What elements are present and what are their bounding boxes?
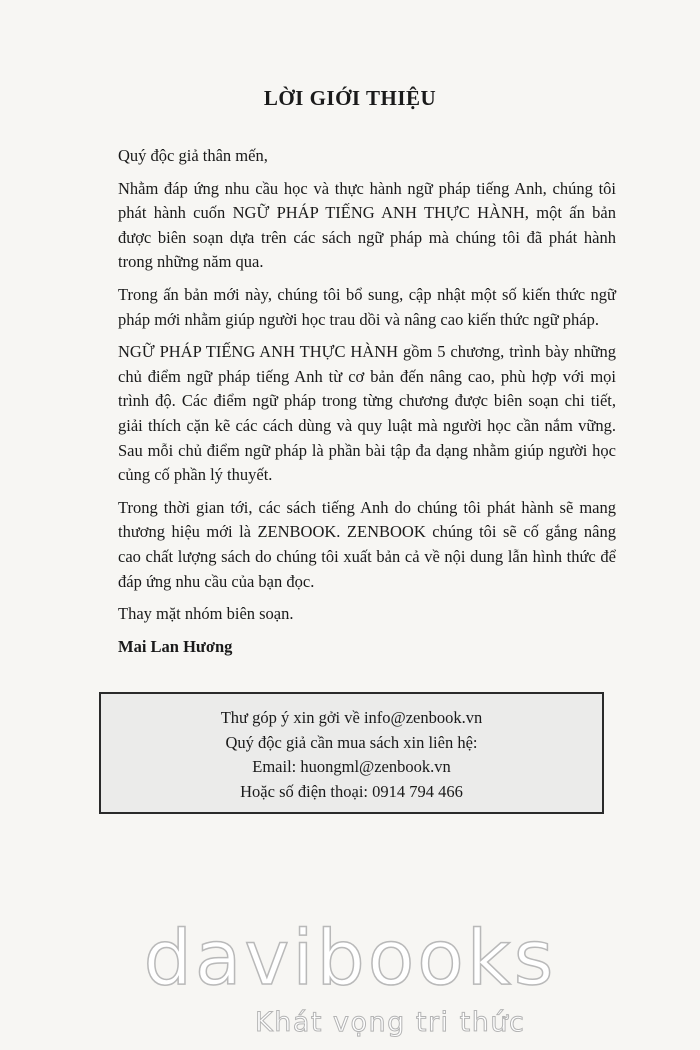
author-signature: Mai Lan Hương (118, 636, 233, 656)
purchase-line: Quý độc giả cần mua sách xin liên hệ: (225, 732, 478, 752)
paragraph-4: Trong thời gian tới, các sách tiếng Anh do chúng tôi phát hành sẽ mang thương hiệu mới là ZENBOOK. ZENBOOK chúng tôi sẽ cố gắng nâng cao chất lượng sách do chúng tôi xuất bản cả về nội dung lẫn hình thức để đáp ứng nhu cầu của bạn đọc. (118, 497, 616, 591)
email-line: Email: huongml@zenbook.vn (252, 757, 451, 776)
salutation: Quý độc giả thân mến, (118, 146, 268, 165)
contact-box (99, 692, 604, 814)
closing-line: Thay mặt nhóm biên soạn. (118, 604, 294, 624)
watermark-brand: davibooks (143, 913, 557, 1002)
watermark-tagline: Khát vọng tri thức (255, 1007, 526, 1038)
phone-line: Hoặc số điện thoại: 0914 794 466 (240, 781, 463, 801)
introduction-body (118, 144, 616, 659)
paragraph-2: Trong ấn bản mới này, chúng tôi bổ sung, cập nhật một số kiến thức ngữ pháp mới nhằm giúp người học trau dồi và nâng cao kiến thức ngữ pháp. (118, 284, 616, 329)
paragraph-1: Nhằm đáp ứng nhu cầu học và thực hành ngữ pháp tiếng Anh, chúng tôi phát hành cuốn NGỮ PHÁP TIẾNG ANH THỰC HÀNH, một ấn bản được biên soạn dựa trên các sách ngữ pháp mà chúng tôi đã phát hành trong những năm qua. (118, 178, 616, 272)
feedback-line: Thư góp ý xin gởi về info@zenbook.vn (220, 708, 483, 727)
page-title: LỜI GIỚI THIỆU (263, 86, 437, 110)
paragraph-3: NGỮ PHÁP TIẾNG ANH THỰC HÀNH gồm 5 chương, trình bày những chủ điểm ngữ pháp tiếng Anh từ cơ bản đến nâng cao, phù hợp với mọi trình độ. Các điểm ngữ pháp trong từng chương được biên soạn chi tiết, giải thích cặn kẽ các cách dùng và quy luật mà người học cần nắm vững. Sau mỗi chủ điểm ngữ pháp là phần bài tập đa dạng nhằm giúp người học củng cố phần lý thuyết. (118, 342, 616, 485)
